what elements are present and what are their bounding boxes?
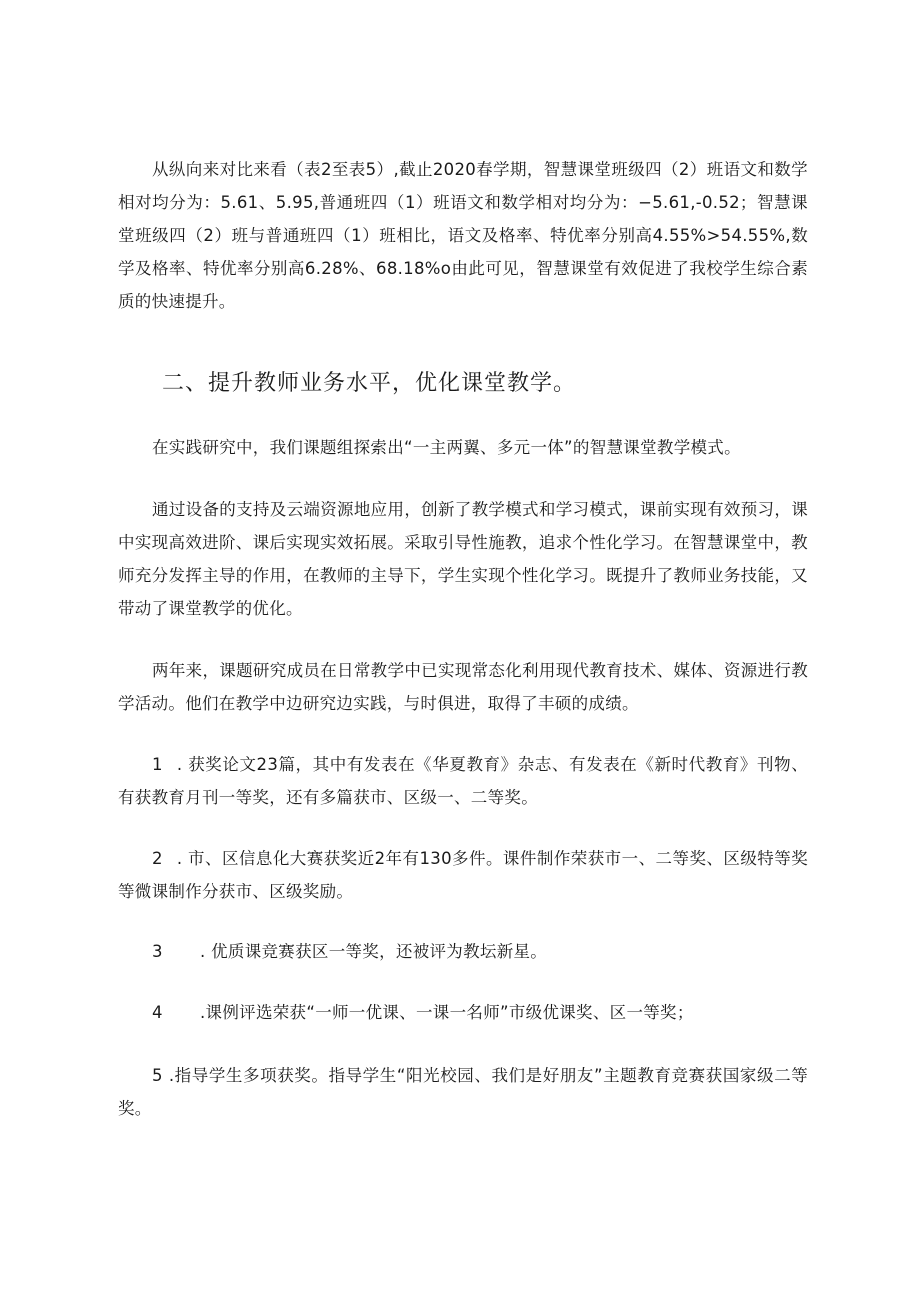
- paragraph-comparison: 从纵向来对比来看（表2至表5）,截止2020春学期，智慧课堂班级四（2）班语文和数学相对均分为：5.61、5.95,普通班四（1）班语文和数学相对均分为：−5.61,-0.52；智慧课堂班级四（2）班与普通班四（1）班相比，语文及格率、特优率分别高4.55%>54.55%,数学及格率、特优率分别高6.28%、68.18%o由此可见，智慧课堂有效促进了我校学生综合素质的快速提升。: [118, 160, 808, 311]
- list-item-text: . 市、区信息化大赛获奖近2年有130多件。课件制作荣获市一、二等奖、区级特等奖等微课制作分获市、区级奖励。: [118, 849, 808, 901]
- list-item: [118, 935, 808, 968]
- list-item-text: .指导学生多项获奖。指导学生“阳光校园、我们是好朋友”主题教育竞赛获国家级二等奖。: [118, 1066, 808, 1118]
- section-heading: 二、提升教师业务水平，优化课堂教学。: [162, 371, 577, 396]
- list-item: [118, 842, 808, 908]
- list-item-number: 1: [152, 755, 163, 774]
- list-item: [118, 748, 808, 814]
- list-item-number: 4: [152, 1003, 163, 1022]
- paragraph-two-years: 两年来，课题研究成员在日常教学中已实现常态化利用现代教育技术、媒体、资源进行教学活动。他们在教学中边研究边实践，与时俱进，取得了丰硕的成绩。: [118, 661, 808, 713]
- paragraph-teaching-model: 在实践研究中，我们课题组探索出“一主两翼、多元一体”的智慧课堂教学模式。: [152, 438, 741, 457]
- list-item-number: 5: [152, 1066, 163, 1085]
- list-item-text: . 获奖论文23篇，其中有发表在《华夏教育》杂志、有发表在《新时代教育》刊物、有获教育月刊一等奖，还有多篇获市、区级一、二等奖。: [118, 755, 808, 807]
- list-item-number: 2: [152, 849, 163, 868]
- list-item: [118, 1059, 808, 1125]
- list-item-text: .课例评选荣获“一师一优课、一课一名师”市级优课奖、区一等奖；: [200, 1003, 694, 1022]
- list-item: [118, 996, 808, 1029]
- paragraph-cloud-resources: 通过设备的支持及云端资源地应用，创新了教学模式和学习模式，课前实现有效预习，课中实现高效进阶、课后实现实效拓展。采取引导性施教，追求个性化学习。在智慧课堂中，教师充分发挥主导的作用，在教师的主导下，学生实现个性化学习。既提升了教师业务技能，又带动了课堂教学的优化。: [118, 500, 808, 618]
- list-item-number: 3: [152, 942, 163, 961]
- list-item-text: . 优质课竞赛获区一等奖，还被评为教坛新星。: [200, 942, 548, 961]
